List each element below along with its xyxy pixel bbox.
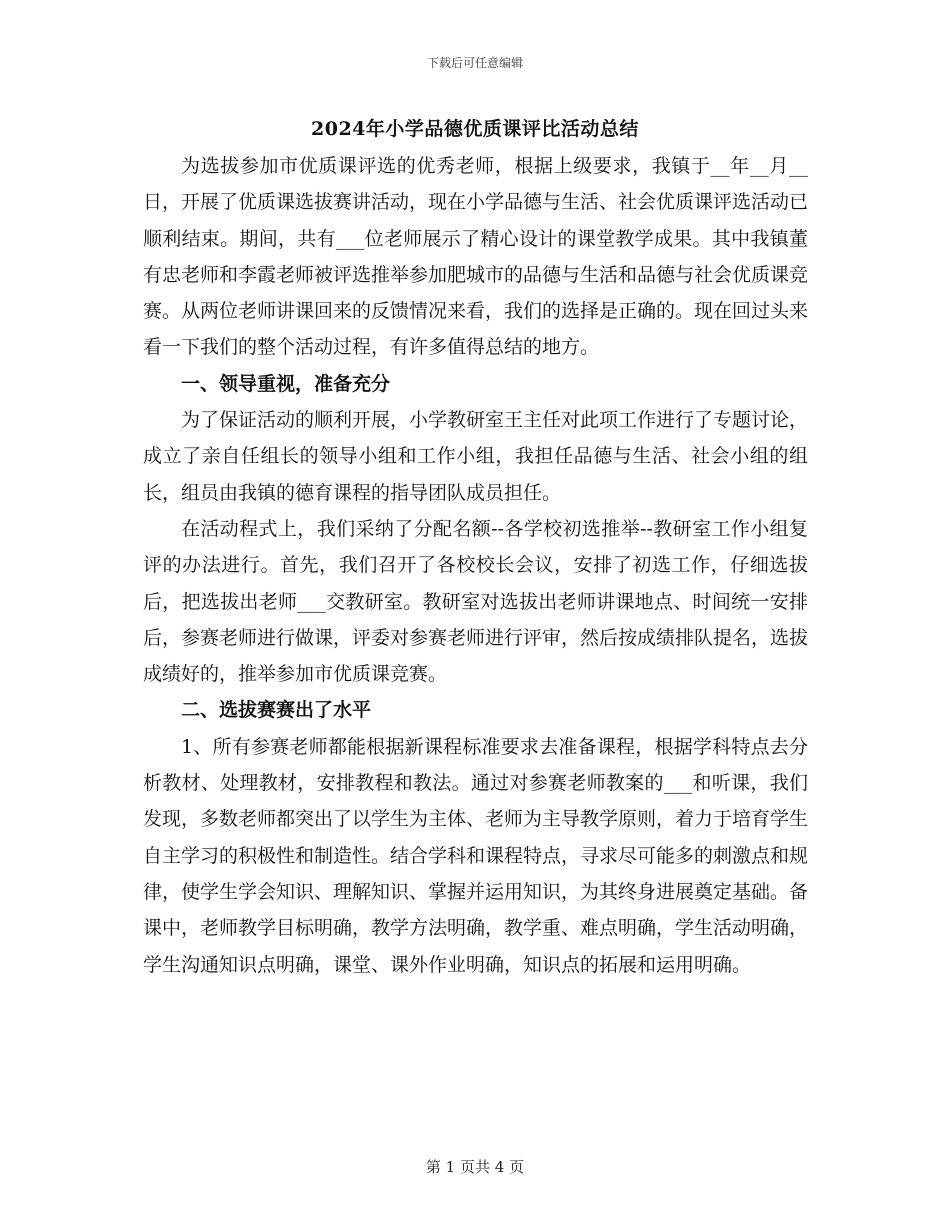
paragraph-intro: 为选拔参加市优质课评选的优秀老师，根据上级要求，我镇于__年__月__日，开展了优质课选拔赛讲活动，现在小学品德与生活、社会优质课评选活动已顺利结束。期间，共有___位老师展示了精心设计的课堂教学成果。其中我镇董有忠老师和李霞老师被评选推举参加肥城市的品德与生活和品德与社会优质课竞赛。从两位老师讲课回来的反馈情况来看，我们的选择是正确的。现在回过头来看一下我们的整个活动过程，有许多值得总结的地方。 [143,155,809,359]
paragraph: 为了保证活动的顺利开展，小学教研室王主任对此项工作进行了专题讨论，成立了亲自任组长的领导小组和工作小组，我担任品德与生活、社会小组的组长，组员由我镇的德育课程的指导团队成员担任。 [143,409,809,504]
header-note: 下载后可任意编辑 [426,56,523,70]
paragraph: 在活动程式上，我们采纳了分配名额--各学校初选推举--教研室工作小组复评的办法进行。首先，我们召开了各校校长会议，安排了初选工作，仔细选拔后，把选拔出老师___交教研室。教研室对选拔出老师讲课地点、时间统一安排后，参赛老师进行做课，评委对参赛老师进行评审，然后按成绩排队提名，选拔成绩好的，推举参加市优质课竞赛。 [143,517,809,686]
document-body [143,148,808,983]
document-title: 2024年小学品德优质课评比活动总结 [311,118,639,140]
section-heading-2: 二、选拔赛赛出了水平 [181,699,372,722]
paragraph: 1、所有参赛老师都能根据新课程标准要求去准备课程，根据学科特点去分析教材、处理教材，安排教程和教法。通过对参赛老师教案的___和听课，我们发现，多数老师都突出了以学生为主体、老师为主导教学原则，着力于培育学生自主学习的积极性和制造性。结合学科和课程特点，寻求尽可能多的刺激点和规律，使学生学会知识、理解知识、掌握并运用知识，为其终身进展奠定基础。备课中，老师教学目标明确，教学方法明确，教学重、难点明确，学生活动明确，学生沟通知识点明确，课堂、课外作业明确，知识点的拓展和运用明确。 [143,735,809,976]
section-heading-1: 一、领导重视，准备充分 [181,372,391,395]
page-footer: 第 1 页共 4 页 [425,1158,525,1176]
